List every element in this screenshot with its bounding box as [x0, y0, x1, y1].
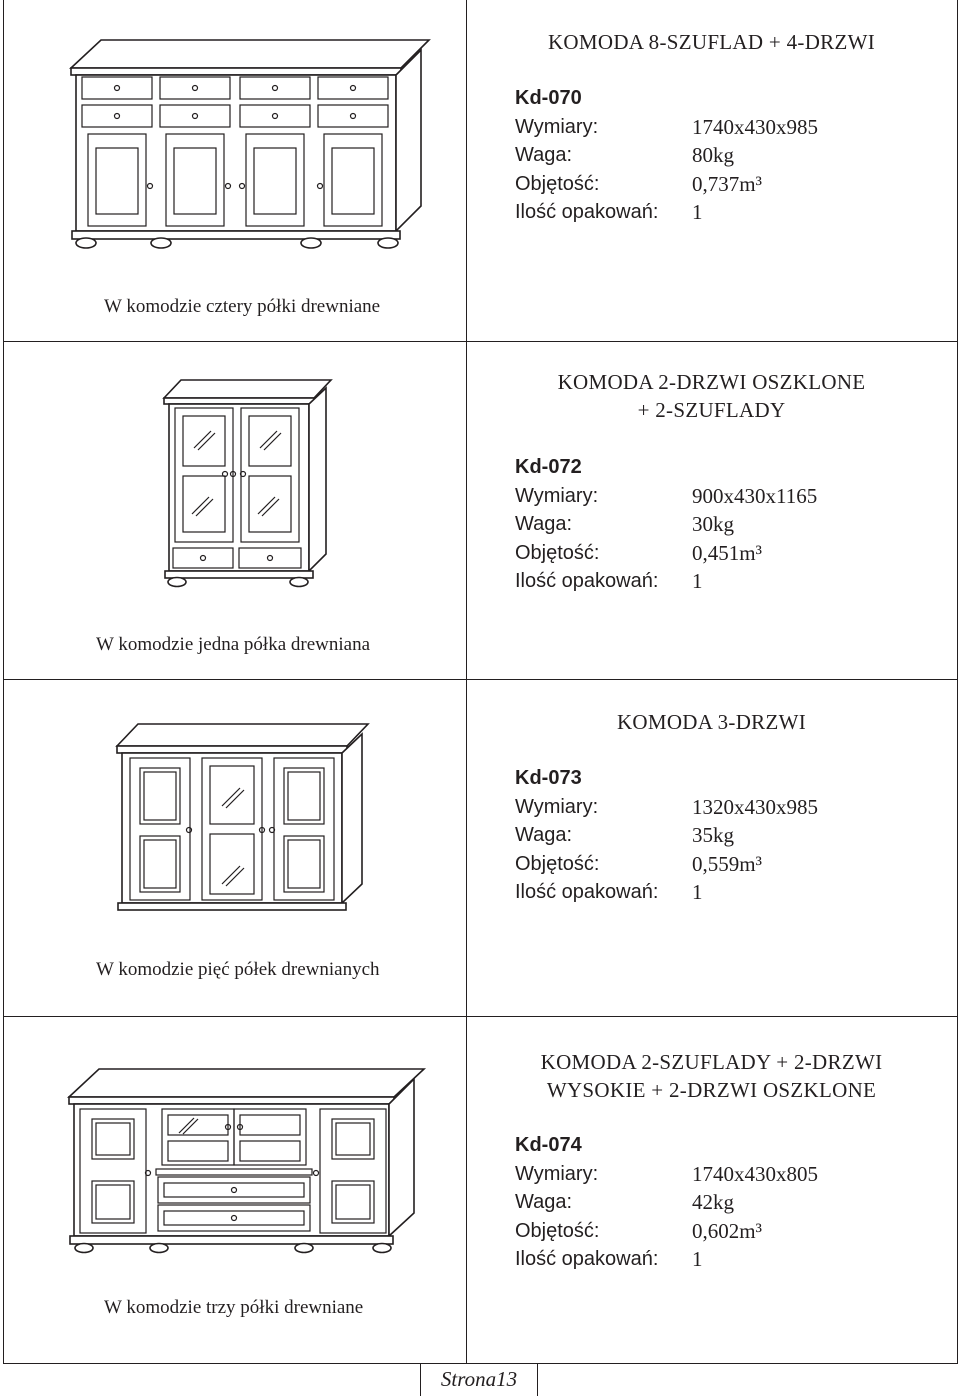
- spec-weight: Waga: 35kg: [515, 823, 734, 847]
- product-code: Kd-074: [515, 1134, 582, 1156]
- spec-volume: Objętość: 0,451m³: [515, 540, 762, 565]
- product-caption: W komodzie cztery półki drewniane: [104, 296, 381, 317]
- spec-packages: Ilość opakowań: 1: [515, 1247, 703, 1271]
- product-section-kd-073: [3, 679, 958, 1017]
- product-caption: W komodzie jedna półka drewniana: [96, 634, 370, 655]
- spec-packages: Ilość opakowań: 1: [515, 200, 703, 224]
- spec-dimensions: Wymiary: 1320x430x985: [515, 794, 818, 819]
- commode-kd-070-drawing: [66, 36, 436, 251]
- product-title: KOMODA 2-SZUFLADY + 2-DRZWI WYSOKIE + 2-DRZWI OSZKLONE: [540, 1050, 883, 1102]
- commode-kd-074-drawing: [64, 1065, 434, 1255]
- spec-volume: Objętość: 0,559m³: [515, 851, 762, 876]
- product-specs: [515, 764, 818, 907]
- spec-weight: Waga: 80kg: [515, 143, 734, 167]
- product-code: Kd-073: [515, 767, 582, 789]
- product-code: Kd-072: [515, 456, 582, 478]
- spec-weight: Waga: 42kg: [515, 1190, 734, 1214]
- spec-volume: Objętość: 0,602m³: [515, 1218, 762, 1243]
- spec-weight: Waga: 30kg: [515, 512, 734, 536]
- product-code: Kd-070: [515, 87, 582, 109]
- spec-packages: Ilość opakowań: 1: [515, 880, 703, 904]
- product-section-kd-072: [3, 341, 958, 680]
- commode-kd-072-drawing: [159, 376, 339, 591]
- product-section-kd-070: [3, 0, 958, 342]
- spec-packages: Ilość opakowań: 1: [515, 569, 703, 593]
- product-title: KOMODA 3-DRZWI: [616, 710, 807, 734]
- product-title: KOMODA 2-DRZWI OSZKLONE + 2-SZUFLADY: [557, 370, 866, 422]
- spec-dimensions: Wymiary: 1740x430x985: [515, 114, 818, 139]
- spec-volume: Objętość: 0,737m³: [515, 171, 762, 196]
- product-title: KOMODA 8-SZUFLAD + 4-DRZWI: [547, 30, 876, 54]
- spec-dimensions: Wymiary: 900x430x1165: [515, 483, 818, 508]
- product-specs: [515, 1131, 818, 1274]
- product-caption: W komodzie pięć półek drewnianych: [96, 959, 380, 980]
- page-number: Strona13: [420, 1363, 538, 1396]
- product-caption: W komodzie trzy półki drewniane: [104, 1297, 364, 1318]
- commode-kd-073-drawing: [112, 720, 372, 915]
- spec-dimensions: Wymiary: 1740x430x805: [515, 1161, 818, 1186]
- product-specs: [515, 453, 817, 596]
- product-section-kd-074: [3, 1016, 958, 1364]
- product-specs: [515, 84, 818, 227]
